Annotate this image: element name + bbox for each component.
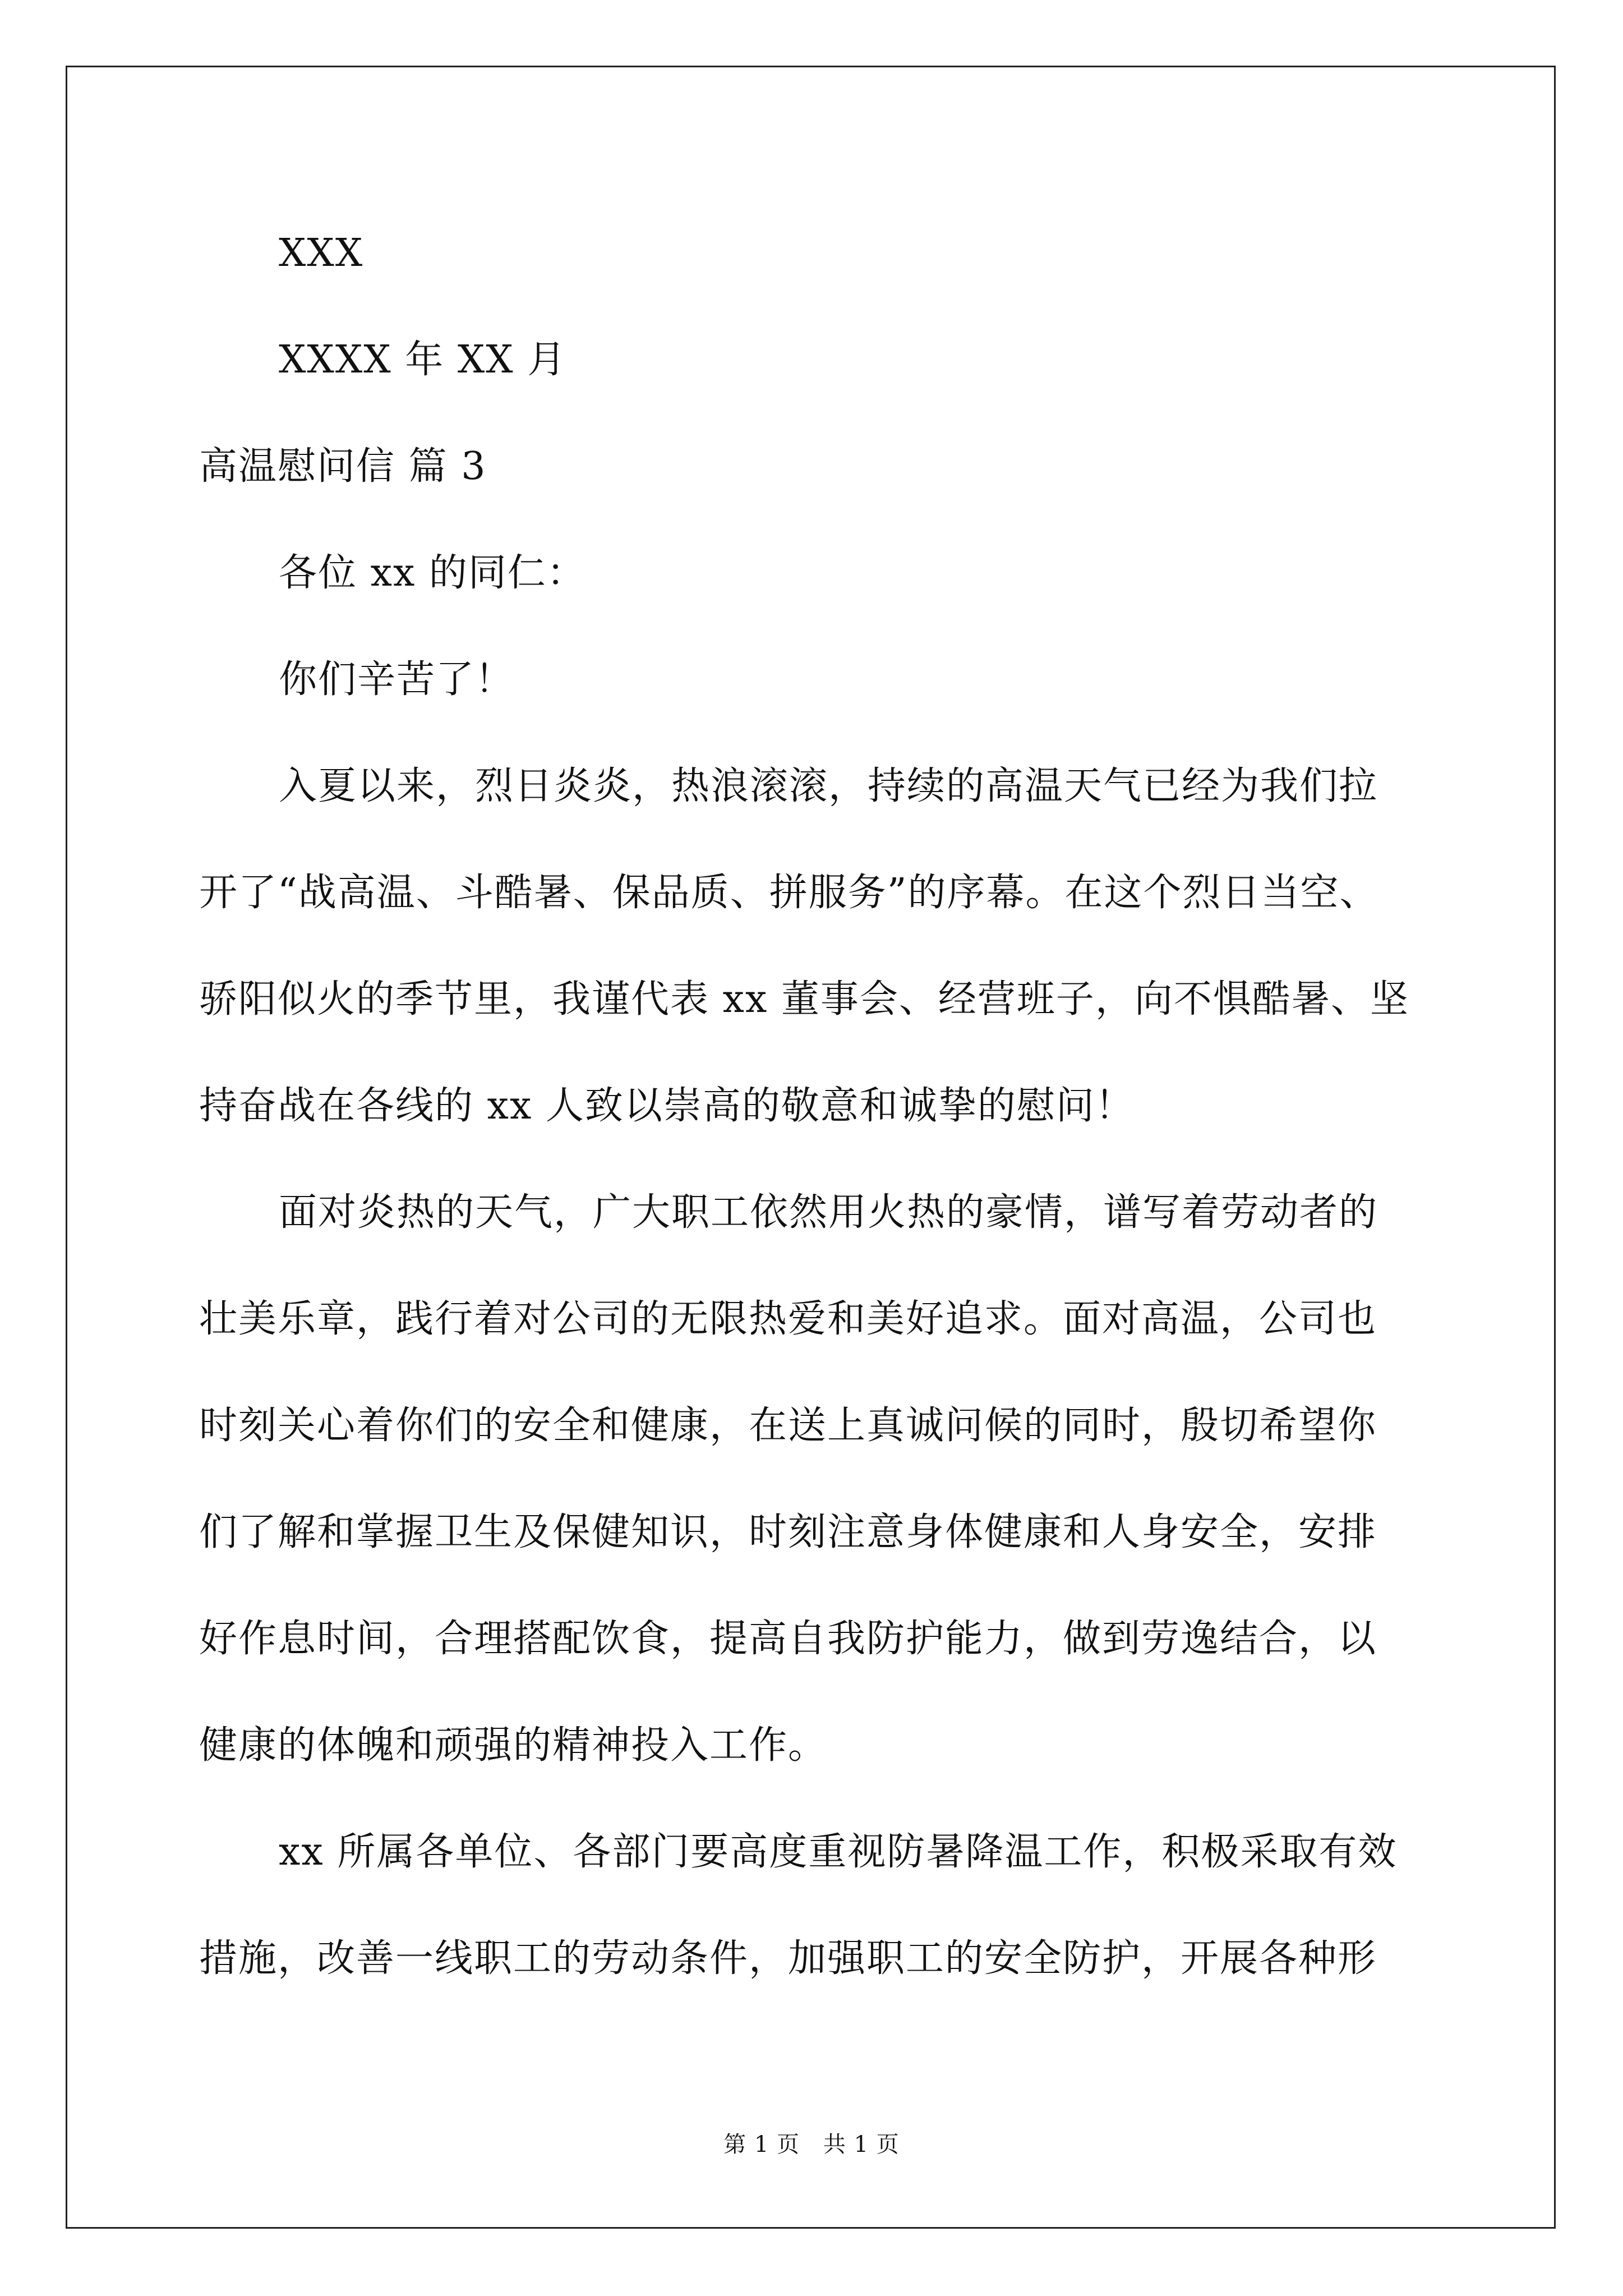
paragraph-2-line-2: 壮美乐章，践行着对公司的无限热爱和美好追求。面对高温，公司也 xyxy=(199,1297,1377,1341)
paragraph-1-line-2: 开了“战高温、斗酷暑、保品质、拼服务”的序幕。在这个烈日当空、 xyxy=(199,871,1379,915)
salutation: 各位 xx 的同仁： xyxy=(279,551,586,595)
paragraph-1-line-3: 骄阳似火的季节里，我谨代表 xx 董事会、经营班子，向不惧酷暑、坚 xyxy=(199,977,1409,1022)
paragraph-3-line-1: xx 所属各单位、各部门要高度重视防暑降温工作，积极采取有效 xyxy=(279,1830,1398,1874)
paragraph-1-line-4: 持奋战在各线的 xx 人致以崇高的敬意和诚挚的慰问！ xyxy=(199,1084,1135,1128)
page-border xyxy=(66,66,1556,2229)
paragraph-2-line-6: 健康的体魄和顽强的精神投入工作。 xyxy=(199,1723,828,1768)
paragraph-2-line-4: 们了解和掌握卫生及保健知识，时刻注意身体健康和人身安全，安排 xyxy=(199,1510,1377,1554)
paragraph-1-line-1: 入夏以来，烈日炎炎，热浪滚滚，持续的高温天气已经为我们拉 xyxy=(279,764,1378,808)
paragraph-2-line-5: 好作息时间，合理搭配饮食，提高自我防护能力，做到劳逸结合，以 xyxy=(199,1617,1377,1661)
section-heading: 高温慰问信 篇 3 xyxy=(199,444,487,489)
signature-name: XXX xyxy=(279,231,364,275)
greeting: 你们辛苦了！ xyxy=(279,657,515,702)
page-total: 共 1 页 xyxy=(823,2132,900,2157)
signature-date: XXXX 年 XX 月 xyxy=(279,338,567,382)
paragraph-2-line-1: 面对炎热的天气，广大职工依然用火热的豪情，谱写着劳动者的 xyxy=(279,1190,1378,1235)
paragraph-2-line-3: 时刻关心着你们的安全和健康，在送上真诚问候的同时，殷切希望你 xyxy=(199,1404,1377,1448)
paragraph-3-line-2: 措施，改善一线职工的劳动条件，加强职工的安全防护，开展各种形 xyxy=(199,1936,1377,1981)
page-footer xyxy=(0,2133,1623,2156)
page-number: 第 1 页 xyxy=(723,2132,800,2157)
